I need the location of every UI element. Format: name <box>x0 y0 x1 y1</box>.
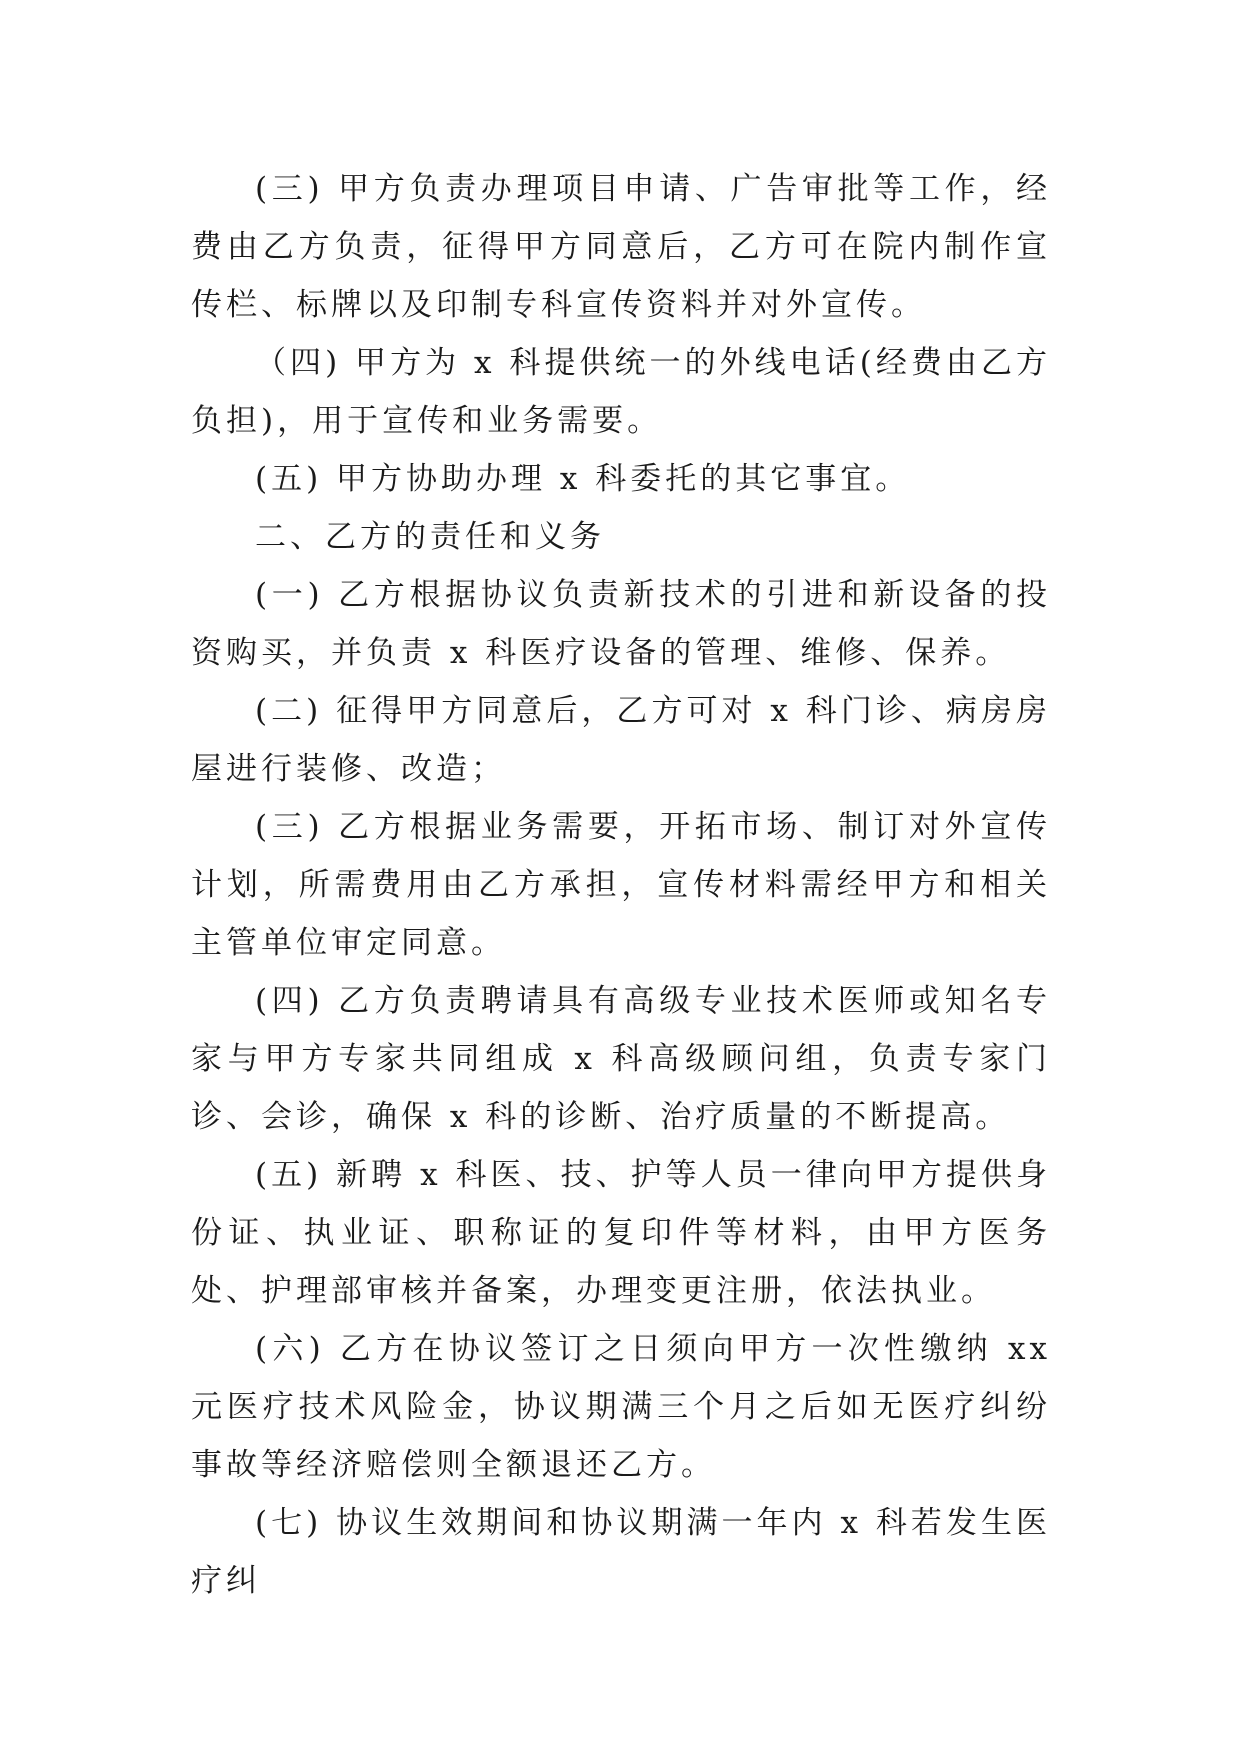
paragraph-party-b-3: (三) 乙方根据业务需要，开拓市场、制订对外宣传计划，所需费用由乙方承担，宣传材料需经甲方和相关主管单位审定同意。 <box>191 809 1051 961</box>
paragraph-party-b-2: (二) 征得甲方同意后，乙方可对 x 科门诊、病房房屋进行装修、改造； <box>191 693 1051 787</box>
section-heading-party-b: 二、乙方的责任和义务 <box>255 519 605 555</box>
paragraph-party-b-7: (七) 协议生效期间和协议期满一年内 x 科若发生医疗纠 <box>191 1505 1051 1599</box>
document-body <box>191 160 1051 1610</box>
paragraph-party-b-4: (四) 乙方负责聘请具有高级专业技术医师或知名专家与甲方专家共同组成 x 科高级顾问组，负责专家门诊、会诊，确保 x 科的诊断、治疗质量的不断提高。 <box>191 983 1051 1135</box>
paragraph-party-b-5: (五) 新聘 x 科医、技、护等人员一律向甲方提供身份证、执业证、职称证的复印件等材料，由甲方医务处、护理部审核并备案，办理变更注册，依法执业。 <box>191 1157 1051 1309</box>
paragraph-party-a-5: (五) 甲方协助办理 x 科委托的其它事宜。 <box>255 461 911 497</box>
paragraph-party-b-6: (六) 乙方在协议签订之日须向甲方一次性缴纳 xx 元医疗技术风险金，协议期满三个月之后如无医疗纠纷事故等经济赔偿则全额退还乙方。 <box>191 1331 1051 1483</box>
paragraph-party-a-3: (三) 甲方负责办理项目申请、广告审批等工作，经费由乙方负责，征得甲方同意后，乙方可在院内制作宣传栏、标牌以及印制专科宣传资料并对外宣传。 <box>191 171 1051 323</box>
paragraph-party-b-1: (一) 乙方根据协议负责新技术的引进和新设备的投资购买，并负责 x 科医疗设备的管理、维修、保养。 <box>191 577 1051 671</box>
paragraph-party-a-4: （四) 甲方为 x 科提供统一的外线电话(经费由乙方负担)，用于宣传和业务需要。 <box>191 345 1051 439</box>
